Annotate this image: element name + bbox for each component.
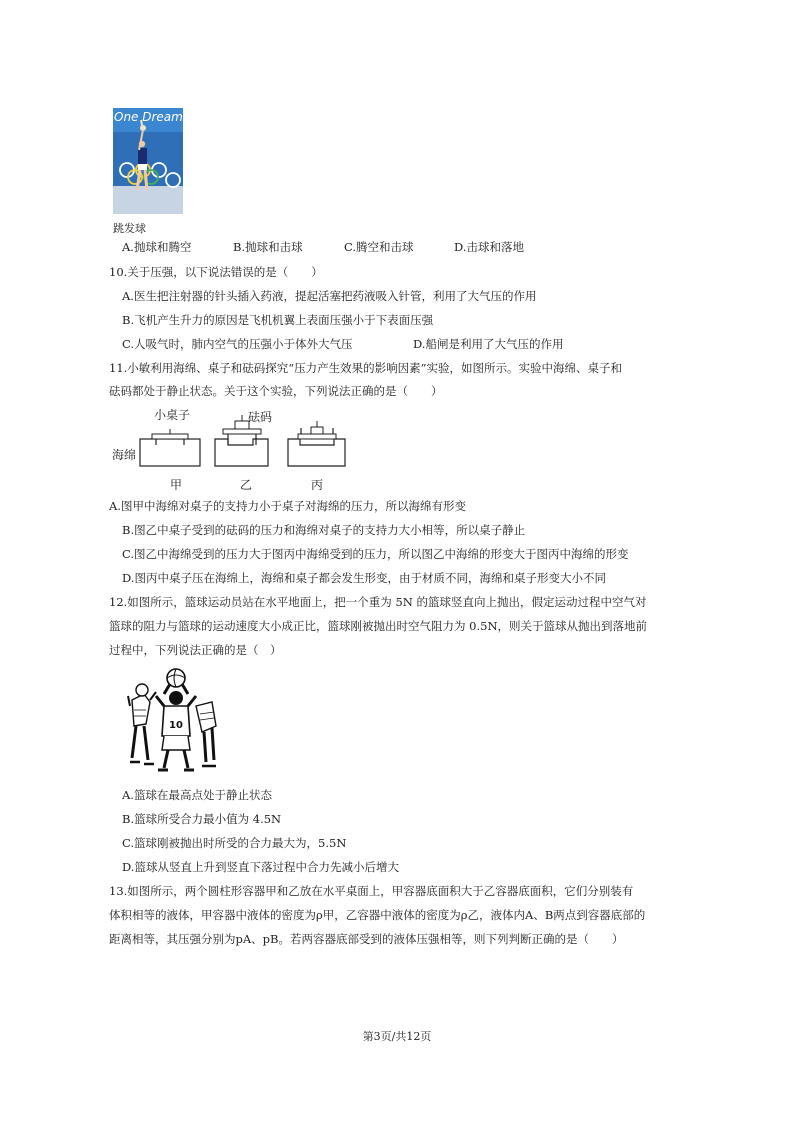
- q12-option-d: D.篮球从竖直上升到竖直下落过程中合力先减小后增大: [122, 860, 399, 874]
- q13-stem-line1: 13.如图所示，两个圆柱形容器甲和乙放在水平桌面上，甲容器底面积大于乙容器底面积，它们分别装有: [109, 884, 634, 898]
- q12-stem-line3: 过程中，下列说法正确的是（ ）: [109, 643, 282, 657]
- label-jia: 甲: [170, 478, 183, 492]
- page-footer: 第3页/共12页: [362, 1030, 432, 1043]
- q11-option-c: C.图乙中海绵受到的压力大于图丙中海绵受到的压力，所以图乙中海绵的形变大于图丙中海绵的形变: [122, 547, 629, 561]
- q11-stem-line1: 11.小敏利用海绵、桌子和砝码探究“压力产生效果的影响因素”实验，如图所示。实验中海绵、桌子和: [109, 361, 623, 375]
- photo-caption: 跳发球: [113, 222, 146, 235]
- q13-stem-line3: 距离相等，其压强分别为pA、pB。若两容器底部受到的液体压强相等，则下列判断正确的是（ ）: [109, 932, 624, 946]
- sponge-table-figure: [110, 405, 355, 497]
- jersey-number: 10: [169, 720, 183, 731]
- q10-stem: 10.关于压强，以下说法错误的是（ ）: [109, 265, 323, 279]
- q12-option-c: C.篮球刚被抛出时所受的合力最大为，5.5N: [122, 836, 347, 850]
- label-bing: 丙: [311, 478, 324, 492]
- basketball-figure: [126, 666, 218, 776]
- q12-stem-line1: 12.如图所示，篮球运动员站在水平地面上，把一个重为 5N 的篮球竖直向上抛出，假定运动过程中空气对: [109, 595, 647, 609]
- photo-text: One Dream: [114, 110, 183, 124]
- q11-stem-line2: 砝码都处于静止状态。关于这个实验，下列说法正确的是（ ）: [109, 384, 443, 398]
- q11-option-b: B.图乙中桌子受到的砝码的压力和海绵对桌子的支持力大小相等，所以桌子静止: [122, 523, 526, 537]
- q12-option-a: A.篮球在最高点处于静止状态: [122, 788, 272, 802]
- q9-option-a: A.抛球和腾空: [122, 240, 192, 254]
- label-weight: 砝码: [248, 410, 273, 424]
- q9-option-d: D.击球和落地: [454, 240, 524, 254]
- q11-option-d: D.图丙中桌子压在海绵上，海绵和桌子都会发生形变，由于材质不同，海绵和桌子形变大小不同: [122, 571, 606, 585]
- label-sponge: 海绵: [112, 448, 137, 462]
- q10-option-d: D.船闸是利用了大气压的作用: [413, 337, 564, 351]
- label-small-table: 小桌子: [154, 408, 191, 422]
- q10-option-b: B.飞机产生升力的原因是飞机机翼上表面压强小于下表面压强: [122, 313, 434, 327]
- label-yi: 乙: [240, 478, 253, 492]
- q9-option-b: B.抛球和击球: [233, 240, 303, 254]
- serve-photo: [113, 108, 183, 214]
- q10-option-a: A.医生把注射器的针头插入药液，提起活塞把药液吸入针管，利用了大气压的作用: [122, 289, 537, 303]
- q9-option-c: C.腾空和击球: [344, 240, 414, 254]
- q12-option-b: B.篮球所受合力最小值为 4.5N: [122, 812, 282, 826]
- q12-stem-line2: 篮球的阻力与篮球的运动速度大小成正比，篮球刚被抛出时空气阻力为 0.5N，则关于篮球从抛出到落地前: [109, 619, 648, 633]
- q11-option-a: A.图甲中海绵对桌子的支持力小于桌子对海绵的压力，所以海绵有形变: [109, 499, 466, 513]
- q13-stem-line2: 体积相等的液体，甲容器中液体的密度为ρ甲，乙容器中液体的密度为ρ乙，液体内A、B两点到容器底部的: [109, 908, 646, 922]
- q10-option-c: C.人吸气时，肺内空气的压强小于体外大气压: [122, 337, 353, 351]
